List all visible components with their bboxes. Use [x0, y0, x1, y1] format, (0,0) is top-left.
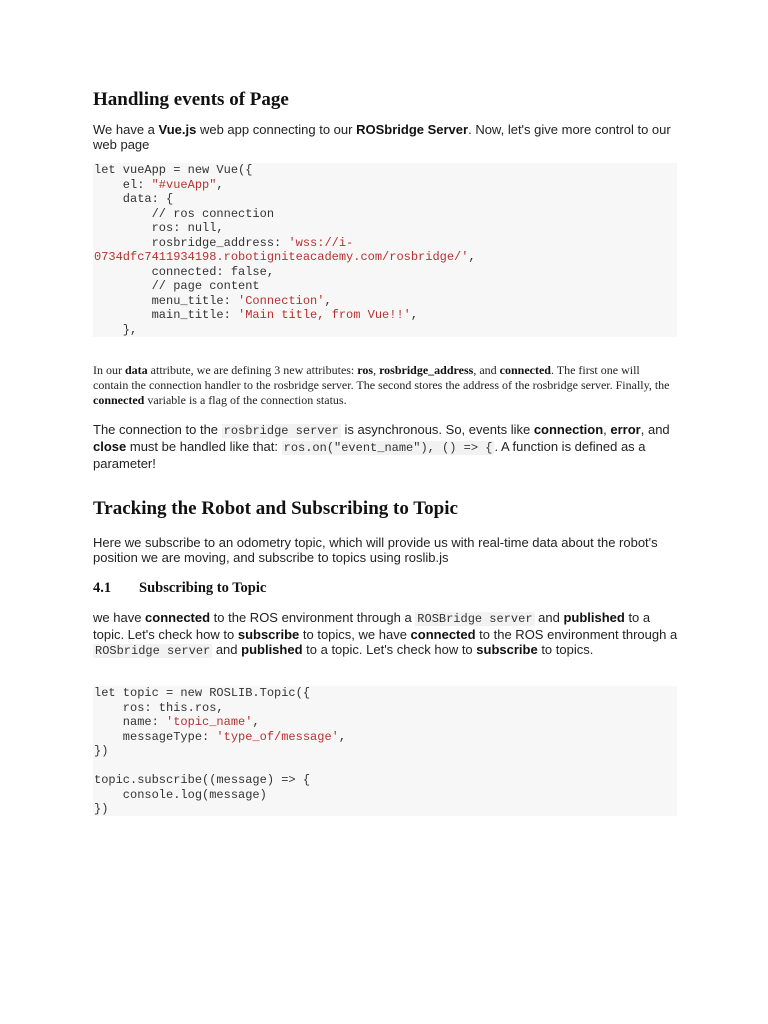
bold-published: published: [563, 610, 625, 625]
text-run: , and: [473, 363, 500, 377]
code-string: 'wss://i-: [288, 235, 354, 250]
code-text: ros: this.ros,: [94, 700, 224, 715]
tracking-intro-paragraph: Here we subscribe to an odometry topic, which will provide us with real-time data about the robot's position we are moving, and subscribe to topics using roslib.js: [93, 535, 658, 565]
text-run: , and: [640, 422, 670, 437]
subsection-title: Subscribing to Topic: [139, 580, 267, 596]
code-text: let topic = new ROSLIB.Topic({: [94, 686, 311, 700]
connection-paragraph: [93, 422, 678, 471]
text-run: to the ROS environment through a: [210, 610, 416, 625]
section-heading-handling-events: Handling events of Page: [93, 89, 289, 110]
code-text: }): [94, 744, 109, 758]
bold-subscribe: subscribe: [237, 627, 300, 642]
subsection-number: 4.1: [93, 580, 112, 596]
code-line: [94, 265, 274, 279]
code-line: [94, 788, 267, 802]
text-run: ,: [603, 422, 611, 437]
text-run: to the ROS environment through a: [475, 627, 678, 642]
code-text: },: [94, 322, 138, 337]
code-line: [94, 308, 418, 322]
code-text: connected: false,: [94, 264, 275, 279]
code-line: [94, 773, 310, 787]
code-string: 'type_of/message': [216, 729, 339, 744]
code-line: [94, 163, 252, 177]
code-line: [94, 744, 108, 758]
bold-connected: connected: [145, 610, 211, 625]
text-run: We have a: [93, 122, 159, 137]
code-string: 'Main title, from Vue!!': [238, 308, 411, 322]
code-text: console.log(message): [94, 787, 267, 802]
code-block-vue-app: [93, 163, 677, 337]
text-run: we have: [93, 610, 146, 625]
code-line: [94, 323, 137, 337]
bold-error: error: [610, 422, 641, 437]
code-block-ros-topic: [93, 686, 677, 816]
code-line: [94, 178, 224, 192]
text-run: to a topic. Let's check how to: [302, 642, 477, 657]
code-text: ,: [252, 715, 260, 729]
inline-code-rosbridge-server: ROSbridge server: [95, 644, 211, 658]
code-line: [94, 221, 224, 235]
code-line: [94, 192, 173, 206]
code-line: [94, 701, 224, 715]
bold-connected: connected: [499, 363, 551, 377]
code-line: [94, 294, 332, 308]
text-run: and: [534, 610, 564, 625]
code-line: [94, 715, 260, 729]
code-text: topic.subscribe((message) => {: [94, 773, 311, 787]
code-line: [94, 279, 260, 293]
code-text: ros: null,: [94, 221, 224, 235]
code-text: }): [94, 802, 109, 816]
inline-code-ros-on: ros.on("event_name"), () => {: [283, 441, 493, 455]
code-text: let vueApp = new Vue({: [94, 163, 253, 177]
text-run: to topics.: [537, 642, 594, 657]
bold-connected: connected: [410, 627, 476, 642]
code-line: [94, 802, 108, 816]
text-run: . The first one will contain the connection handler to the rosbridge server. The second stores the address of the rosbridge server. Finally, the: [93, 363, 670, 392]
bold-rosbridge-server: ROSbridge Server: [356, 122, 469, 137]
bold-connection: connection: [533, 422, 604, 437]
bold-connected: connected: [93, 393, 145, 407]
text-run: is asynchronous. So, events like: [340, 422, 534, 437]
code-line: [94, 686, 310, 700]
text-run: In our: [93, 363, 125, 377]
code-text: ,: [216, 177, 224, 192]
code-text: // page content: [94, 279, 260, 293]
code-text: el:: [94, 177, 152, 192]
inline-code-rosbridge-server: ROSBridge server: [417, 612, 533, 626]
code-line: [94, 236, 353, 250]
code-line: [94, 250, 476, 264]
code-text: // ros connection: [94, 206, 275, 221]
text-run: to a topic. Let's check how to: [93, 610, 651, 642]
code-text: ,: [468, 250, 476, 264]
code-string: "#vueApp": [151, 177, 217, 192]
code-line: [94, 207, 274, 221]
text-run: must be handled like that:: [126, 439, 282, 454]
text-run: attribute, we are defining 3 new attributes:: [147, 363, 358, 377]
intro-paragraph: [93, 122, 678, 152]
bold-ros: ros: [357, 363, 374, 377]
subsection-heading-subscribing: [93, 580, 266, 597]
code-text: menu_title:: [94, 293, 239, 308]
text-run: ,: [373, 363, 380, 377]
text-run: web app connecting to our: [196, 122, 357, 137]
text-run: to topics, we have: [299, 627, 411, 642]
bold-published: published: [241, 642, 303, 657]
text-run: . A function is defined as a parameter!: [93, 439, 646, 471]
code-text: ,: [324, 293, 332, 308]
subscribing-paragraph: [93, 610, 678, 659]
section-heading-tracking-robot: Tracking the Robot and Subscribing to Topic: [93, 498, 458, 519]
code-text: ,: [338, 729, 347, 744]
code-string: 'topic_name': [166, 715, 253, 729]
text-run: . Now, let's give more control to our web page: [93, 122, 671, 152]
code-text: ,: [410, 308, 419, 322]
text-run: and: [212, 642, 242, 657]
bold-data: data: [125, 363, 148, 377]
code-text: name:: [94, 715, 167, 729]
bold-close: close: [93, 439, 127, 454]
code-text: data: {: [94, 192, 174, 206]
bold-vuejs: Vue.js: [158, 122, 197, 137]
code-text: rosbridge_address:: [94, 235, 289, 250]
code-text: main_title:: [94, 308, 239, 322]
code-string: 0734dfc7411934198.robotigniteacademy.com/rosbridge/': [94, 250, 469, 264]
inline-code-rosbridge-server: rosbridge server: [223, 424, 339, 438]
code-string: 'Connection': [238, 293, 325, 308]
bold-subscribe: subscribe: [476, 642, 538, 657]
bold-rosbridge-address: rosbridge_address: [379, 363, 474, 377]
code-text: messageType:: [94, 729, 217, 744]
code-line: [94, 730, 346, 744]
text-run: The connection to the: [93, 422, 222, 437]
text-run: variable is a flag of the connection status.: [144, 393, 347, 407]
data-attributes-paragraph: [93, 363, 678, 408]
